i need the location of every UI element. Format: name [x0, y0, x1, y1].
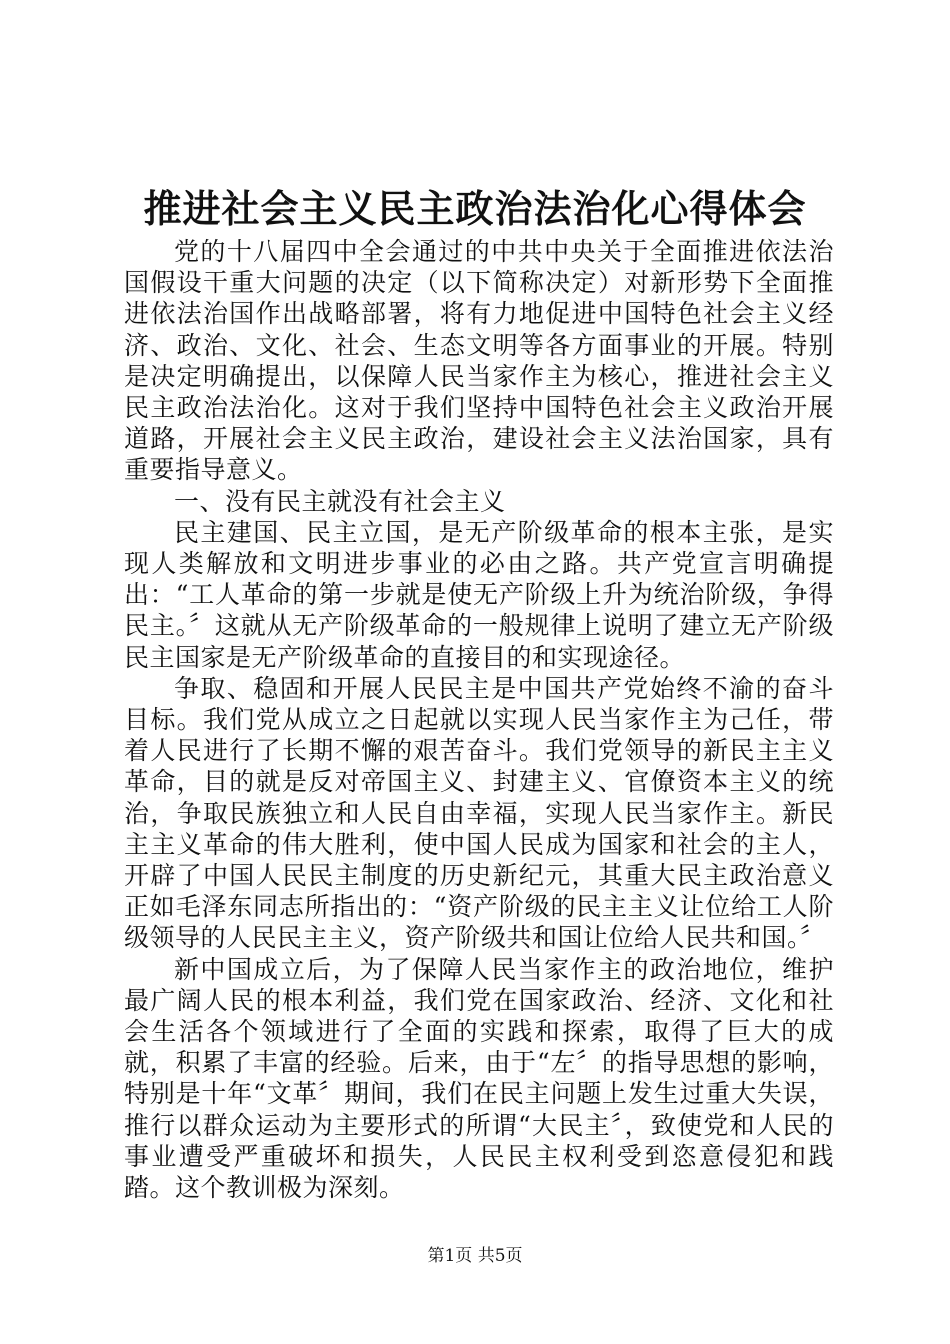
document-body: [124, 236, 834, 1203]
section-heading: 一、没有民主就没有社会主义: [174, 486, 506, 516]
paragraph-intro: 党的十八届四中全会通过的中共中央关于全面推进依法治国假设干重大问题的决定（以下简称决定）对新形势下全面推进依法治国作出战略部署，将有力地促进中国特色社会主义经济、政治、文化、社会、生态文明等各方面事业的开展。特别是决定明确提出，以保障人民当家作主为核心，推进社会主义民主政治法治化。这对于我们坚持中国特色社会主义政治开展道路，开展社会主义民主政治，建设社会主义法治国家，具有重要指导意义。: [124, 237, 834, 485]
paragraph: 争取、稳固和开展人民民主是中国共产党始终不渝的奋斗目标。我们党从成立之日起就以实现人民当家作主为己任，带着人民进行了长期不懈的艰苦奋斗。我们党领导的新民主主义革命，目的就是反对帝国主义、封建主义、官僚资本主义的统治，争取民族独立和人民自由幸福，实现人民当家作主。新民主主义革命的伟大胜利，使中国人民成为国家和社会的主人，开辟了中国人民民主制度的历史新纪元，其重大民主政治意义正如毛泽东同志所指出的：“资产阶级的民主主义让位给工人阶级领导的人民民主主义，资产阶级共和国让位给人民共和国。〞: [124, 673, 834, 953]
page-title: 推进社会主义民主政治法治化心得体会: [143, 186, 807, 231]
paragraph: 民主建国、民主立国，是无产阶级革命的根本主张，是实现人类解放和文明进步事业的必由之路。共产党宣言明确提出：“工人革命的第一步就是使无产阶级上升为统治阶级，争得民主。〞这就从无产阶级革命的一般规律上说明了建立无产阶级民主国家是无产阶级革命的直接目的和实现途径。: [124, 517, 834, 672]
page-footer: 第1页 共5页: [427, 1246, 523, 1266]
paragraph: 新中国成立后，为了保障人民当家作主的政治地位，维护最广阔人民的根本利益，我们党在国家政治、经济、文化和社会生活各个领域进行了全面的实践和探索，取得了巨大的成就，积累了丰富的经验。后来，由于“左〞的指导思想的影响，特别是十年“文革〞期间，我们在民主问题上发生过重大失误，推行以群众运动为主要形式的所谓“大民主〞，致使党和人民的事业遭受严重破坏和损失，人民民主权利受到恣意侵犯和践踏。这个教训极为深刻。: [124, 954, 834, 1203]
